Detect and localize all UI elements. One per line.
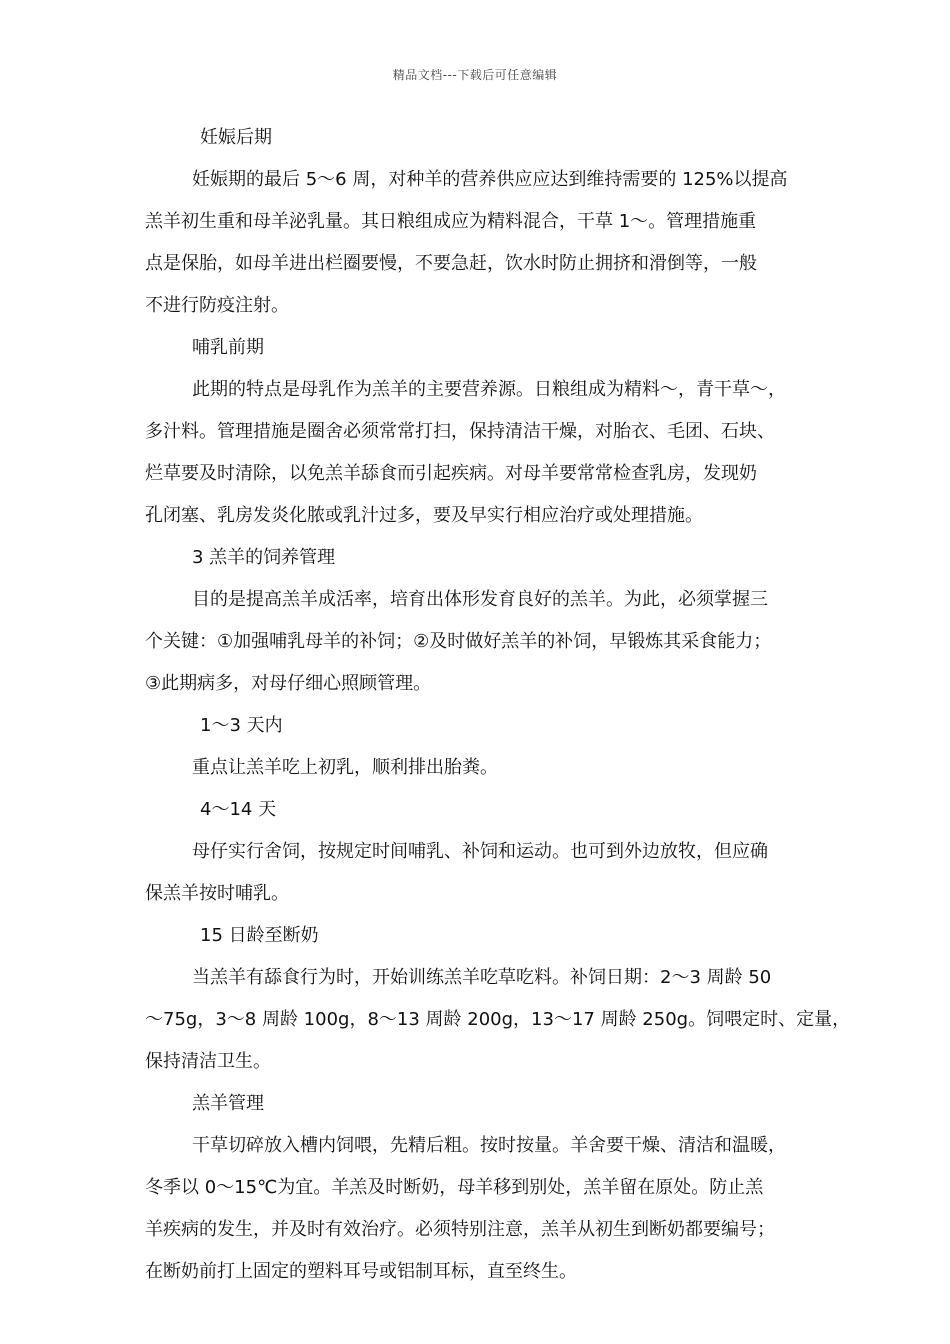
- text-line: 此期的特点是母乳作为羔羊的主要营养源。日粮组成为精料～，青干草～，: [192, 379, 786, 400]
- text-line: 羔羊管理: [192, 1093, 264, 1114]
- text-line: 15 日龄至断奶: [200, 925, 319, 946]
- text-line: 烂草要及时清除，以免羔羊舔食而引起疾病。对母羊要常常检查乳房，发现奶: [145, 463, 757, 484]
- text-line: 羊疾病的发生，并及时有效治疗。必须特别注意，羔羊从初生到断奶都要编号；: [145, 1219, 775, 1240]
- text-line: 妊娠后期: [200, 127, 272, 148]
- text-line: 不进行防疫注射。: [145, 295, 289, 316]
- text-line: 在断奶前打上固定的塑料耳号或铝制耳标，直至终生。: [145, 1261, 577, 1282]
- text-line: 孔闭塞、乳房发炎化脓或乳汁过多，要及早实行相应治疗或处理措施。: [145, 505, 703, 526]
- text-line: 干草切碎放入槽内饲喂，先精后粗。按时按量。羊舍要干燥、清洁和温暖，: [192, 1135, 786, 1156]
- text-line: 哺乳前期: [192, 337, 264, 358]
- text-line: 1～3 天内: [200, 715, 283, 736]
- text-line: 当羔羊有舔食行为时，开始训练羔羊吃草吃料。补饲日期：2～3 周龄 50: [192, 967, 772, 988]
- text-line: 冬季以 0～15℃为宜。羊羔及时断奶，母羊移到别处，羔羊留在原处。防止羔: [145, 1177, 764, 1198]
- text-line: ③此期病多，对母仔细心照顾管理。: [145, 673, 432, 694]
- page-header: 精品文档---下载后可任意编辑: [392, 68, 558, 82]
- text-line: 保羔羊按时哺乳。: [145, 883, 289, 904]
- text-line: 母仔实行舍饲，按规定时间哺乳、补饲和运动。也可到外边放牧，但应确: [192, 841, 768, 862]
- text-line: 点是保胎，如母羊进出栏圈要慢，不要急赶，饮水时防止拥挤和滑倒等，一般: [145, 253, 757, 274]
- document-body: [145, 124, 851, 1300]
- text-line: 羔羊初生重和母羊泌乳量。其日粮组成应为精料混合，干草 1～。管理措施重: [145, 211, 757, 232]
- text-line: 个关键：①加强哺乳母羊的补饲；②及时做好羔羊的补饲，早锻炼其采食能力；: [145, 631, 772, 652]
- text-line: 保持清洁卫生。: [145, 1051, 271, 1072]
- text-line: 重点让羔羊吃上初乳，顺利排出胎粪。: [192, 757, 498, 778]
- text-line: ～75g，3～8 周龄 100g，8～13 周龄 200g，13～17 周龄 250g。饲喂定时、定量，: [145, 1009, 851, 1030]
- text-line: 多汁料。管理措施是圈舍必须常常打扫，保持清洁干燥，对胎衣、毛团、石块、: [145, 421, 775, 442]
- text-line: 妊娠期的最后 5～6 周，对种羊的营养供应应达到维持需要的 125%以提高: [192, 169, 788, 190]
- text-line: 4～14 天: [200, 799, 277, 820]
- text-line: 3 羔羊的饲养管理: [192, 547, 336, 568]
- text-line: 目的是提高羔羊成活率，培育出体形发育良好的羔羊。为此，必须掌握三: [192, 589, 768, 610]
